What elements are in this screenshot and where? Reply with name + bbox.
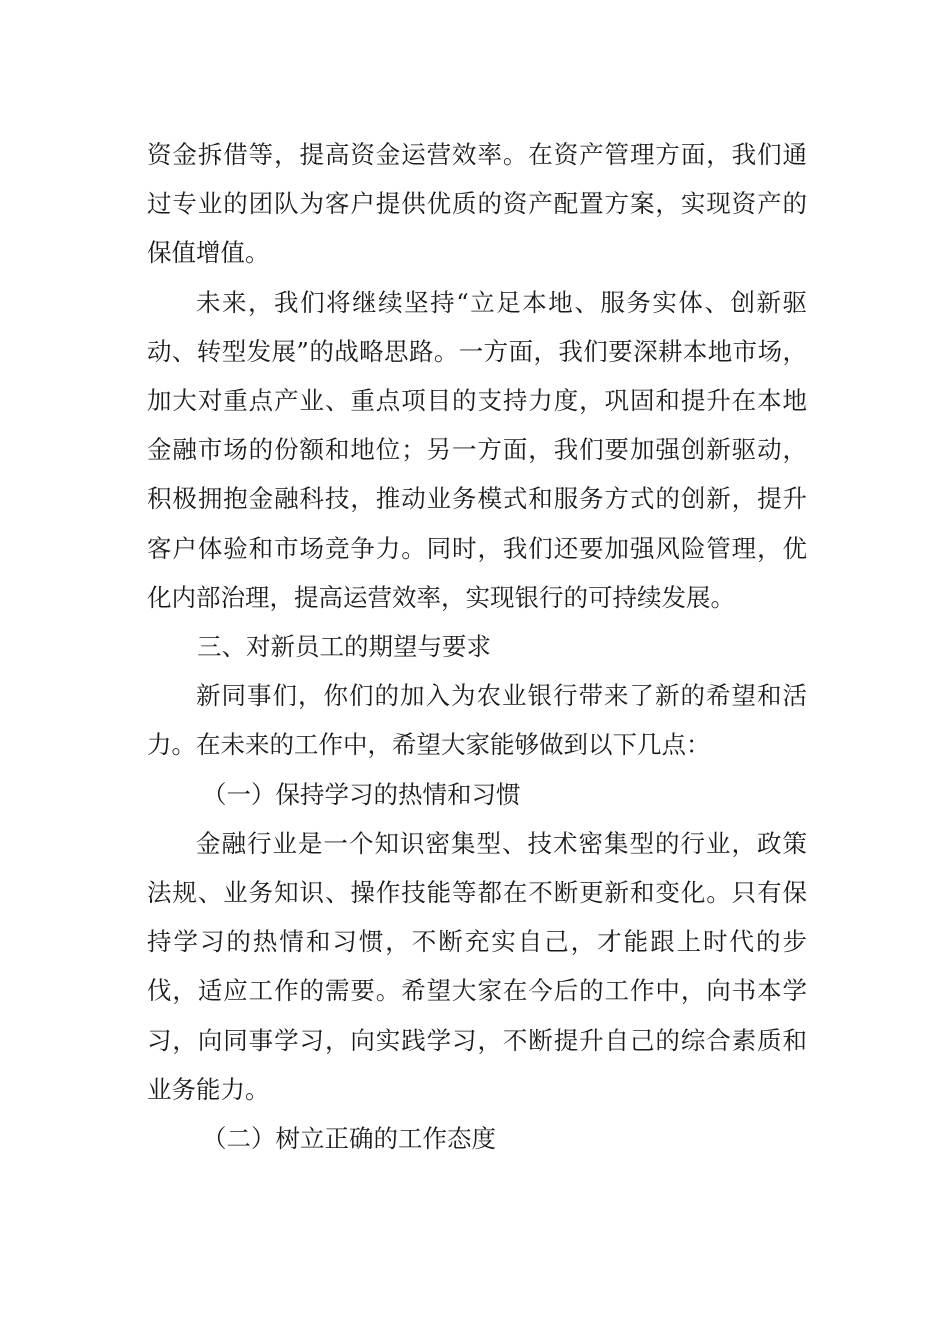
- paragraph-future-strategy: 未来，我们将继续坚持“立足本地、服务实体、创新驱动、转型发展”的战略思路。一方面，我们要深耕本地市场，加大对重点产业、重点项目的支持力度，巩固和提升在本地金融市场的份额和地位；另一方面，我们要加强创新驱动，积极拥抱金融科技，推动业务模式和服务方式的创新，提升客户体验和市场竞争力。同时，我们还要加强风险管理，优化内部治理，提高运营效率，实现银行的可持续发展。: [147, 287, 807, 612]
- subheading-work-attitude: （二）树立正确的工作态度: [202, 1124, 496, 1154]
- paragraph-welcome-new-staff: 新同事们，你们的加入为农业银行带来了新的希望和活力。在未来的工作中，希望大家能够做到以下几点：: [147, 681, 807, 760]
- paragraph-asset-management-continued: 资金拆借等，提高资金运营效率。在资产管理方面，我们通过专业的团队为客户提供优质的资产配置方案，实现资产的保值增值。: [147, 140, 807, 268]
- section-heading-expectations: 三、对新员工的期望与要求: [197, 632, 491, 662]
- subheading-keep-learning: （一）保持学习的热情和习惯: [202, 779, 521, 809]
- document-body: [147, 130, 807, 1163]
- paragraph-learning-details: 金融行业是一个知识密集型、技术密集型的行业，政策法规、业务知识、操作技能等都在不断更新和变化。只有保持学习的热情和习惯，不断充实自己，才能跟上时代的步伐，适应工作的需要。希望大家在今后的工作中，向书本学习，向同事学习，向实践学习，不断提升自己的综合素质和业务能力。: [147, 828, 807, 1104]
